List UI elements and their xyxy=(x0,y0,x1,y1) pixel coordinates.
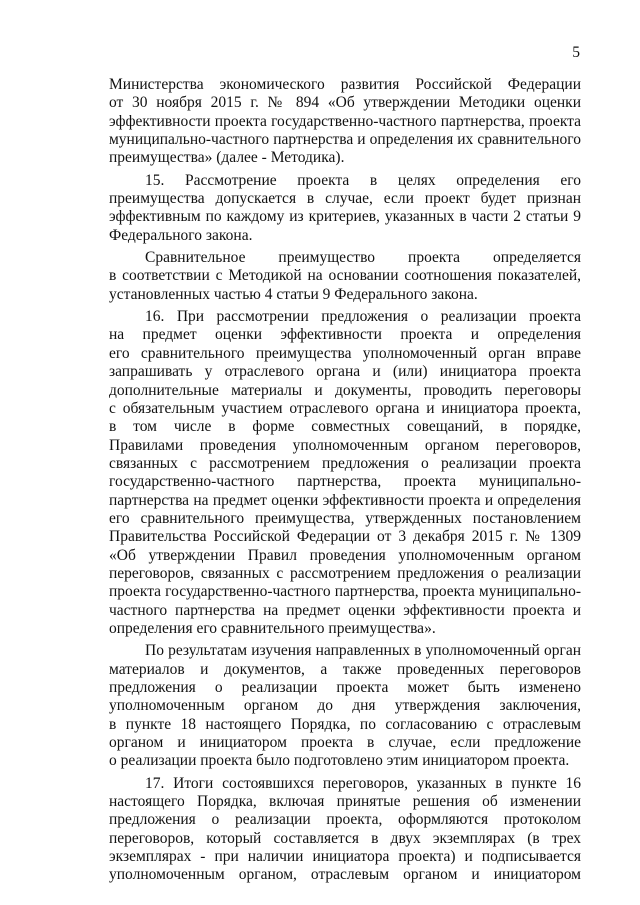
text-line: преимущества» (далее - Методика). xyxy=(109,149,345,167)
text-line: 16. При рассмотрении предложения о реализации проекта xyxy=(145,308,581,326)
page-number: 5 xyxy=(572,44,580,61)
text-line: эффективности проекта государственно-частного партнерства, проекта xyxy=(109,112,581,130)
text-line: предложения о реализации проекта, оформляются протоколом xyxy=(109,811,581,829)
text-line: в пункте 18 настоящего Порядка, по согласованию с отраслевым xyxy=(109,715,581,733)
text-line: с обязательным участием отраслевого органа и инициатора проекта, xyxy=(109,399,581,417)
paragraph-continuation xyxy=(109,76,581,168)
text-line: 17. Итоги состоявшихся переговоров, указанных в пункте 16 xyxy=(145,774,581,792)
text-line: По результатам изучения направленных в уполномоченный орган xyxy=(145,642,581,660)
text-line: частного партнерства на предмет оценки эффективности проекта и xyxy=(109,601,581,619)
text-line: в том числе в форме совместных совещаний, в порядке, xyxy=(109,418,581,436)
text-line: переговоров, связанных с рассмотрением предложения о реализации xyxy=(109,564,581,582)
text-line: переговоров, который составляется в двух экземплярах (в трех xyxy=(109,829,581,847)
text-line: уполномоченным органом до дня утверждения заключения, xyxy=(109,697,581,715)
text-line: партнерства на предмет оценки эффективности проекта и определения xyxy=(109,491,581,509)
text-line: на предмет оценки эффективности проекта и определения xyxy=(109,326,581,344)
text-line: уполномоченным органом, отраслевым органом и инициатором xyxy=(109,866,581,884)
text-line: предложения о реализации проекта может быть изменено xyxy=(109,679,581,696)
text-line: муниципально-частного партнерства и определения их сравнительного xyxy=(109,131,581,149)
text-line: 15. Рассмотрение проекта в целях определения его xyxy=(145,171,581,189)
text-line: его сравнительного преимущества уполномоченный орган вправе xyxy=(109,344,581,362)
text-line: Федерального закона. xyxy=(109,226,253,244)
text-line: эффективным по каждому из критериев, указанных в части 2 статьи 9 xyxy=(109,208,581,226)
text-line: «Об утверждении Правил проведения уполномоченным органом xyxy=(109,546,581,564)
text-line: преимущества допускается в случае, если проект будет признан xyxy=(109,190,581,208)
text-line: от 30 ноября 2015 г. № 894 «Об утверждении Методики оценки xyxy=(109,94,581,112)
text-line: экземплярах - при наличии инициатора проекта) и подписывается xyxy=(109,848,581,866)
text-line: его сравнительного преимущества, утвержденных постановлением xyxy=(109,509,581,527)
paragraph-15 xyxy=(109,172,581,245)
paragraph-16-results xyxy=(109,642,581,770)
text-line: настоящего Порядка, включая принятые решения об изменении xyxy=(109,793,581,811)
text-line: Правилами проведения уполномоченным органом переговоров, xyxy=(109,436,581,454)
text-line: о реализации проекта было подготовлено этим инициатором проекта. xyxy=(109,752,570,770)
text-line: определения его сравнительного преимущества». xyxy=(109,619,436,637)
text-line: в соответствии с Методикой на основании соотношения показателей, xyxy=(109,267,581,285)
text-line: дополнительные материалы и документы, проводить переговоры xyxy=(109,381,581,399)
paragraph-17 xyxy=(109,775,581,885)
text-line: государственно-частного партнерства, проекта муниципально- xyxy=(109,473,581,491)
text-line: связанных с рассмотрением предложения о реализации проекта xyxy=(109,454,581,472)
text-line: Сравнительное преимущество проекта определяется xyxy=(145,249,581,267)
text-line: материалов и документов, а также проведенных переговоров xyxy=(109,660,581,678)
text-line: органом и инициатором проекта в случае, если предложение xyxy=(109,734,581,752)
paragraph-16 xyxy=(109,308,581,638)
paragraph-15-comparative xyxy=(109,249,581,304)
text-line: проекта государственно-частного партнерства, проекта муниципально- xyxy=(109,583,581,601)
text-line: Министерства экономического развития Российской Федерации xyxy=(109,76,581,93)
document-body xyxy=(109,76,581,885)
text-line: Правительства Российской Федерации от 3 декабря 2015 г. № 1309 xyxy=(109,528,581,546)
text-line: установленных частью 4 статьи 9 Федерального закона. xyxy=(109,285,478,303)
text-line: запрашивать у отраслевого органа и (или) инициатора проекта xyxy=(109,363,581,381)
